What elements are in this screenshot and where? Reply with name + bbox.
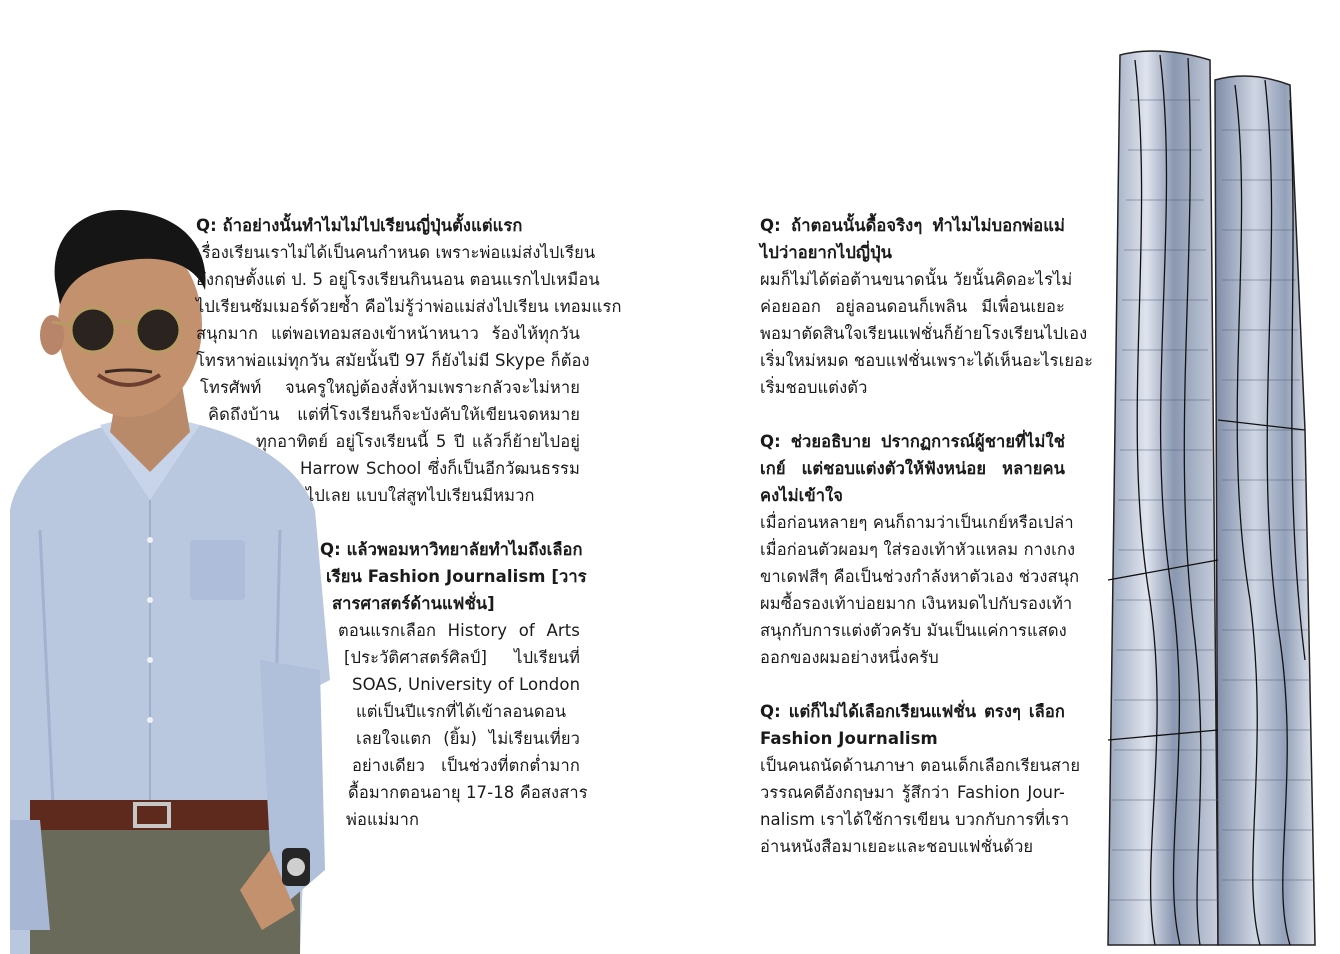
skyscraper-sketch bbox=[1100, 40, 1335, 950]
answer-line: วรรณคดีอังกฤษมา รู้สึกว่า Fashion Jour- bbox=[760, 783, 1065, 802]
answer-line: อ่านหนังสือมาเยอะและชอบแฟชั่นด้วย bbox=[760, 837, 1034, 856]
answer-line: ไปเรียนซัมเมอร์ด้วยซ้ำ คือไม่รู้ว่าพ่อแม่ส่งไปเรียน เทอมแรก bbox=[196, 297, 622, 316]
question-line: เรียน Fashion Journalism [วาร bbox=[326, 567, 587, 586]
answer-line: Harrow School ซึ่งก็เป็นอีกวัฒนธรรม bbox=[300, 459, 580, 478]
answer-line: เมื่อก่อนหลายๆ คนก็ถามว่าเป็นเกย์หรือเปล่า bbox=[760, 513, 1074, 532]
answer-line: อังกฤษตั้งแต่ ป. 5 อยู่โรงเรียนกินนอน ตอนแรกไปเหมือน bbox=[196, 270, 600, 289]
answer-line: พอมาตัดสินใจเรียนแฟชั่นก็ย้ายโรงเรียนไปเอง bbox=[760, 324, 1088, 343]
question-line: Fashion Journalism bbox=[760, 729, 938, 748]
answer-line: nalism เราได้ใช้การเขียน บวกกับการที่เรา bbox=[760, 810, 1070, 829]
question-line: เกย์ แต่ชอบแต่งตัวให้ฟังหน่อย หลายคน bbox=[760, 459, 1065, 478]
answer-line: สนุกมาก แต่พอเทอมสองเข้าหน้าหนาว ร้องไห้ทุกวัน bbox=[196, 324, 580, 343]
answer-line: ออกของผมอย่างหนึ่งครับ bbox=[760, 648, 939, 667]
answer-line: เริ่มใหม่หมด ชอบแฟชั่นเพราะได้เห็นอะไรเยอะ bbox=[760, 351, 1094, 370]
answer-line: เป็นคนถนัดด้านภาษา ตอนเด็กเลือกเรียนสาย bbox=[760, 756, 1081, 775]
answer-line: เมื่อก่อนตัวผอมๆ ใส่รองเท้าหัวแหลม กางเกง bbox=[760, 540, 1076, 559]
question-why-not-tell-parents: Q: ถ้าตอนนั้นดื้อจริงๆ ทำไมไม่บอกพ่อแม่ bbox=[760, 216, 1065, 235]
answer-line: ผมก็ไม่ได้ต่อต้านขนาดนั้น วัยนั้นคิดอะไรไม่ bbox=[760, 270, 1073, 289]
question-line: ไปว่าอยากไปญี่ปุ่น bbox=[760, 243, 893, 262]
answer-line: สนุกกับการแต่งตัวครับ มันเป็นแค่การแสดง bbox=[760, 621, 1067, 640]
answer-line: โทรหาพ่อแม่ทุกวัน สมัยนั้นปี 97 ก็ยังไม่มี Skype ก็ต้อง bbox=[196, 351, 590, 370]
answer-line: ขาเดฟสีๆ คือเป็นช่วงกำลังหาตัวเอง ช่วงสนุก bbox=[760, 567, 1080, 586]
answer-line: อย่างเดียว เป็นช่วงที่ตกต่ำมาก bbox=[352, 756, 580, 775]
question-why-fashion-journalism: Q: แล้วพอมหาวิทยาลัยทำไมถึงเลือก bbox=[320, 540, 583, 559]
question-straight-men-fashion: Q: ช่วยอธิบาย ปรากฏการณ์ผู้ชายที่ไม่ใช่ bbox=[760, 432, 1065, 451]
answer-line: ผมซื้อรองเท้าบ่อยมาก เงินหมดไปกับรองเท้า bbox=[760, 594, 1073, 613]
answer-line: [ประวัติศาสตร์ศิลป์] ไปเรียนที่ bbox=[344, 648, 580, 667]
answer-line: ดื้อมากตอนอายุ 17-18 คือสงสาร bbox=[348, 783, 588, 802]
answer-line: โทรศัพท์ จนครูใหญ่ต้องสั่งห้ามเพราะกลัวจะไม่หาย bbox=[200, 378, 580, 397]
answer-line: เลยใจแตก (ยิ้ม) ไม่เรียนเที่ยว bbox=[356, 729, 580, 748]
question-not-fashion-directly: Q: แต่ก็ไม่ได้เลือกเรียนแฟชั่น ตรงๆ เลือก bbox=[760, 702, 1065, 721]
answer-line: ทุกอาทิตย์ อยู่โรงเรียนนี้ 5 ปี แล้วก็ย้ายไปอยู่ bbox=[256, 432, 580, 451]
answer-line: ไปเลย แบบใส่สูทไปเรียนมีหมวก bbox=[306, 486, 535, 505]
question-line: คงไม่เข้าใจ bbox=[760, 486, 844, 505]
question-why-not-japan: Q: ถ้าอย่างนั้นทำไมไม่ไปเรียนญี่ปุ่นตั้งแต่แรก bbox=[196, 216, 523, 235]
answer-line: เรื่องเรียนเราไม่ได้เป็นคนกำหนด เพราะพ่อแม่ส่งไปเรียน bbox=[196, 243, 596, 262]
answer-line: แต่เป็นปีแรกที่ได้เข้าลอนดอน bbox=[356, 702, 567, 721]
question-line: สารศาสตร์ด้านแฟชั่น] bbox=[332, 594, 495, 613]
answer-line: ค่อยออก อยู่ลอนดอนก็เพลิน มีเพื่อนเยอะ bbox=[760, 297, 1065, 316]
answer-line: พ่อแม่มาก bbox=[346, 810, 420, 829]
answer-line: คิดถึงบ้าน แต่ที่โรงเรียนก็จะบังคับให้เขียนจดหมาย bbox=[208, 405, 580, 424]
answer-line: SOAS, University of London bbox=[352, 675, 581, 694]
answer-line: ตอนแรกเลือก History of Arts bbox=[338, 621, 580, 640]
answer-line: เริ่มชอบแต่งตัว bbox=[760, 378, 868, 397]
